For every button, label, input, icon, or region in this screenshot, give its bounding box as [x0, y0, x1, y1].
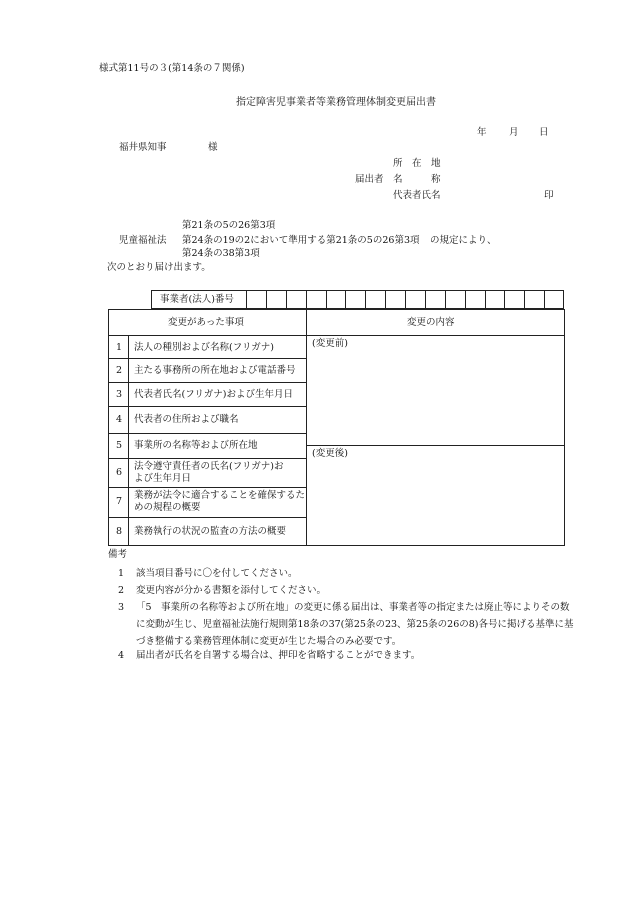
header-rule [108, 335, 565, 336]
remark-number: 4 [118, 650, 125, 661]
date-day: 日 [539, 127, 549, 138]
business-number-cell[interactable] [485, 290, 505, 309]
left-header: 変更があった事項 [168, 317, 244, 328]
remark-number: 2 [118, 585, 125, 596]
applicant-rep-label: 代表者氏名 [393, 190, 441, 201]
date-month: 月 [509, 127, 519, 138]
business-number-cell[interactable] [544, 290, 564, 309]
date-year: 年 [477, 127, 487, 138]
item-text: 代表者の住所および職名 [134, 414, 239, 425]
number-column-rule [128, 335, 129, 546]
business-number-cell[interactable] [445, 290, 465, 309]
business-number-cell[interactable] [465, 290, 485, 309]
business-number-cell[interactable] [425, 290, 445, 309]
item-number: 5 [115, 440, 123, 451]
table-divider [306, 309, 307, 546]
item-number: 7 [115, 496, 123, 507]
item-number: 2 [115, 365, 123, 376]
legal-line-1: 第21条の5の26第3項 [182, 220, 276, 231]
form-number: 様式第11号の３(第14条の７関係) [99, 63, 245, 74]
item-text: 業務が法令に適合することを確保するための規程の概要 [134, 490, 306, 513]
remark-2 [118, 582, 578, 599]
row-rule [108, 458, 306, 459]
business-number-cell[interactable] [266, 290, 286, 309]
document-title: 指定障害児事業者等業務管理体制変更届出書 [236, 97, 436, 108]
remarks-heading: 備考 [108, 549, 128, 560]
item-number: 1 [115, 342, 123, 353]
before-after-rule [306, 445, 565, 446]
remark-text: 該当項目番号に〇を付してください。 [136, 568, 298, 579]
item-text: 法人の種別および名称(フリガナ) [134, 342, 274, 353]
business-number-cell[interactable] [345, 290, 365, 309]
item-text: 主たる事務所の所在地および電話番号 [134, 365, 296, 376]
legal-line-2: 第24条の19の2において準用する第21条の5の26第3項 [182, 235, 420, 246]
item-number: 6 [115, 467, 123, 478]
legal-closing: 次のとおり届け出ます。 [107, 262, 211, 273]
business-number-cell[interactable] [385, 290, 405, 309]
row-rule [108, 406, 306, 407]
addressee-name: 福井県知事 [119, 142, 167, 153]
remark-4 [118, 647, 578, 664]
business-number-cell[interactable] [246, 290, 266, 309]
business-number-label: 事業者(法人)番号 [160, 294, 234, 305]
remark-number: 3 [118, 602, 125, 613]
item-number: 3 [115, 389, 123, 400]
legal-line-3: 第24条の38第3項 [182, 248, 260, 259]
item-number: 4 [115, 414, 123, 425]
after-label: (変更後) [312, 448, 348, 459]
item-number: 8 [115, 526, 123, 537]
row-rule [108, 433, 306, 434]
remark-text: 「5 事業所の名称等および所在地」の変更に係る届出は、事業者等の指定または廃止等によりその数に変動が生じ、児童福祉法施行規則第18条の37(第25条の23、第25条の26の8)各号に掲げる基準に基づき整備する業務管理体制に変更が生じた場合のみ必要です。 [136, 602, 574, 647]
applicant-address-label: 所 在 地 [393, 158, 441, 169]
business-number-cell[interactable] [306, 290, 326, 309]
row-rule [108, 358, 306, 359]
row-rule [108, 382, 306, 383]
business-number-cell[interactable] [504, 290, 524, 309]
remark-text: 変更内容が分かる書類を添付してください。 [136, 585, 327, 596]
applicant-label: 届出者 [355, 174, 384, 185]
business-number-cell[interactable] [326, 290, 346, 309]
item-text: 事業所の名称等および所在地 [134, 440, 258, 451]
remark-1 [118, 565, 578, 582]
addressee-honorific: 様 [208, 142, 218, 153]
remark-number: 1 [118, 568, 125, 579]
applicant-name-label: 名 称 [393, 174, 441, 185]
remark-text: 届出者が氏名を自署する場合は、押印を省略することができます。 [136, 650, 421, 661]
row-rule [108, 517, 306, 518]
remark-3 [118, 599, 578, 650]
legal-line-2-suffix: の規定により、 [430, 235, 497, 246]
business-number-cell[interactable] [405, 290, 425, 309]
row-rule [108, 487, 306, 488]
item-text: 代表者氏名(フリガナ)および生年月日 [134, 389, 293, 400]
before-label: (変更前) [312, 338, 348, 349]
law-name: 児童福祉法 [119, 235, 167, 246]
business-number-cell[interactable] [286, 290, 306, 309]
item-text: 法令遵守責任者の氏名(フリガナ)および生年月日 [134, 461, 284, 484]
right-header: 変更の内容 [407, 317, 455, 328]
business-number-cell[interactable] [365, 290, 385, 309]
item-text: 業務執行の状況の監査の方法の概要 [134, 526, 287, 537]
seal-mark: 印 [544, 190, 554, 201]
business-number-cell[interactable] [524, 290, 544, 309]
